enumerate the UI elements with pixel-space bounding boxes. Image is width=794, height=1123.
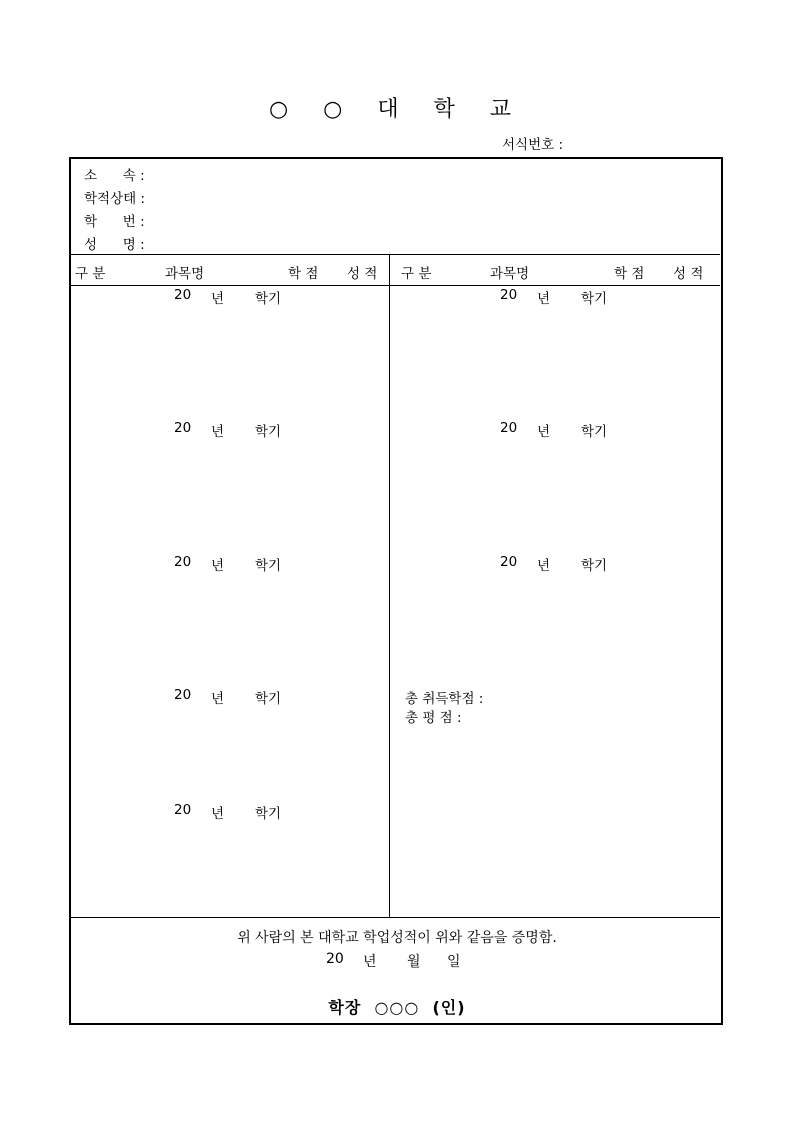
divider-info-bottom — [70, 254, 720, 255]
header-subject-right: 과목명 — [490, 266, 530, 282]
semester-term: 학기 — [255, 691, 282, 707]
total-credits-label: 총 취득학점 : — [405, 691, 484, 707]
header-grade-left: 성 적 — [347, 266, 378, 282]
dean-signature: 학장 ○○○ (인) — [328, 998, 466, 1017]
certification-statement: 위 사람의 본 대학교 학업성적이 위와 같음을 증명함. — [237, 930, 557, 946]
semester-year-unit: 년 — [211, 806, 225, 822]
semester-term: 학기 — [255, 806, 282, 822]
header-category-right: 구 분 — [401, 266, 432, 282]
semester-term: 학기 — [581, 424, 608, 440]
certificate-frame — [69, 157, 723, 1025]
semester-term: 학기 — [581, 558, 608, 574]
header-credit-right: 학 점 — [614, 266, 645, 282]
semester-year-unit: 년 — [537, 291, 551, 307]
header-category-left: 구 분 — [75, 266, 106, 282]
student-id-label: 학 번 : — [84, 214, 145, 230]
date-year-unit: 년 — [363, 954, 377, 970]
semester-year-prefix: 20 — [174, 802, 192, 818]
semester-year-prefix: 20 — [500, 554, 518, 570]
semester-year-prefix: 20 — [174, 687, 192, 703]
header-credit-left: 학 점 — [288, 266, 319, 282]
semester-term: 학기 — [255, 424, 282, 440]
semester-year-prefix: 20 — [500, 420, 518, 436]
gpa-label: 총 평 점 : — [405, 710, 462, 726]
form-number-label: 서식번호 : — [502, 137, 564, 153]
semester-year-prefix: 20 — [500, 287, 518, 303]
affiliation-label: 소 속 : — [84, 168, 145, 184]
date-month-unit: 월 — [407, 954, 421, 970]
semester-year-prefix: 20 — [174, 554, 192, 570]
name-label: 성 명 : — [84, 237, 145, 253]
divider-header-bottom — [70, 285, 720, 286]
semester-year-prefix: 20 — [174, 287, 192, 303]
date-day-unit: 일 — [447, 954, 461, 970]
page-title: ○ ○ 대 학 교 — [268, 97, 526, 122]
header-grade-right: 성 적 — [673, 266, 704, 282]
semester-term: 학기 — [255, 291, 282, 307]
divider-center — [389, 255, 390, 918]
header-subject-left: 과목명 — [165, 266, 205, 282]
semester-term: 학기 — [255, 558, 282, 574]
semester-year-prefix: 20 — [174, 420, 192, 436]
semester-term: 학기 — [581, 291, 608, 307]
academic-status-label: 학적상태 : — [84, 191, 146, 207]
semester-year-unit: 년 — [537, 424, 551, 440]
semester-year-unit: 년 — [211, 291, 225, 307]
date-year-prefix: 20 — [326, 951, 344, 967]
divider-footer-top — [70, 917, 720, 918]
semester-year-unit: 년 — [211, 424, 225, 440]
semester-year-unit: 년 — [211, 691, 225, 707]
semester-year-unit: 년 — [537, 558, 551, 574]
semester-year-unit: 년 — [211, 558, 225, 574]
